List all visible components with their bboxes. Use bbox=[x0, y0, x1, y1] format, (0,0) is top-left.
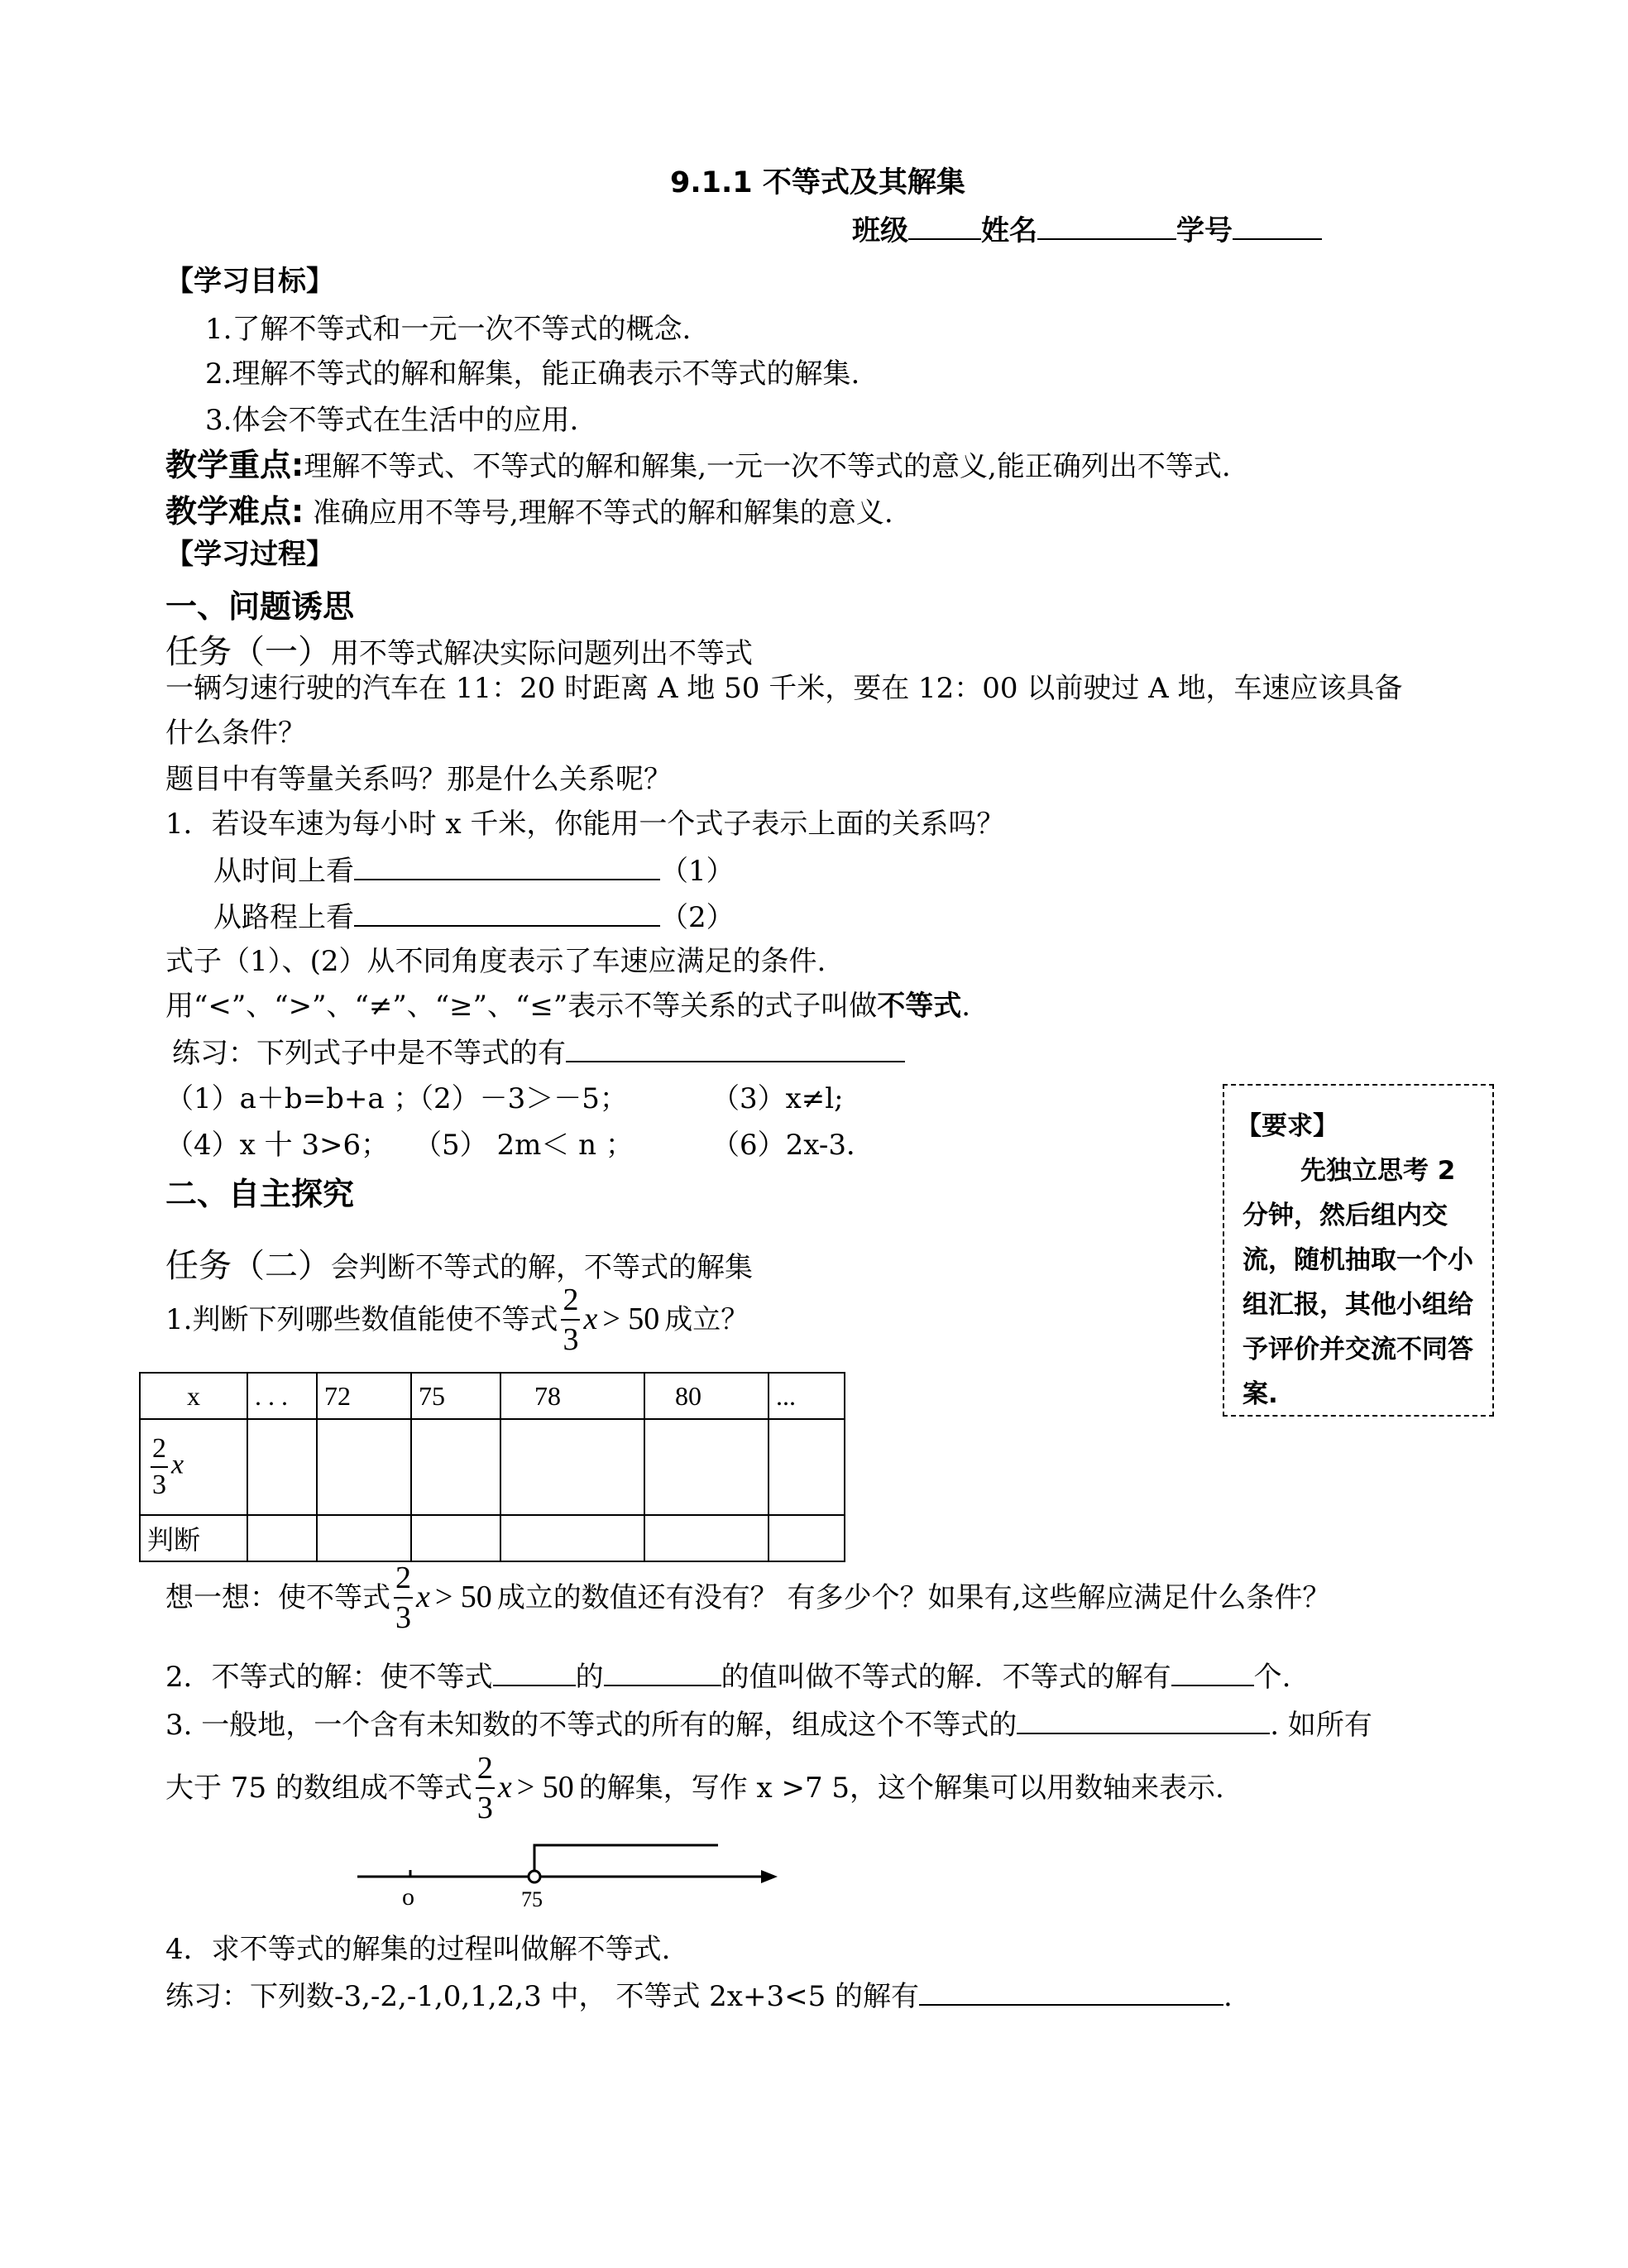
definition-3-line-1 bbox=[165, 1708, 1372, 1743]
open-circle-75 bbox=[529, 1871, 540, 1882]
table-cell[interactable] bbox=[317, 1419, 411, 1515]
time-tag: （1） bbox=[660, 855, 735, 888]
practice-1-item-4: （4）x 十 3>6； bbox=[165, 1129, 390, 1162]
table-cell: 78 bbox=[500, 1373, 644, 1419]
table-cell: . . . bbox=[247, 1373, 317, 1419]
task-1 bbox=[165, 626, 753, 673]
fraction-denominator: 3 bbox=[394, 1597, 413, 1633]
page-title: 9.1.1 不等式及其解集 bbox=[670, 166, 965, 199]
table-cell: 80 bbox=[644, 1373, 769, 1419]
class-label: 班级 bbox=[852, 214, 908, 247]
definition-inequality bbox=[165, 990, 970, 1024]
variable-x: x bbox=[583, 1302, 598, 1337]
definition-term: 不等式 bbox=[877, 990, 962, 1023]
section-1-heading: 一、问题诱思 bbox=[165, 588, 355, 625]
def2-blank-3[interactable] bbox=[1171, 1660, 1254, 1686]
table-cell[interactable] bbox=[411, 1515, 500, 1561]
difficulty-text: 准确应用不等号,理解不等式的解和解集的意义. bbox=[304, 496, 893, 530]
practice-2-end: . bbox=[1223, 1980, 1233, 2013]
judge-question bbox=[165, 1284, 749, 1355]
table-cell: x bbox=[140, 1373, 247, 1419]
key-point-text: 理解不等式、不等式的解和解集,一元一次不等式的意义,能正确列出不等式. bbox=[304, 450, 1231, 483]
task-2-text: 会判断不等式的解，不等式的解集 bbox=[331, 1251, 753, 1284]
class-blank[interactable] bbox=[908, 213, 981, 240]
problem-question: 题目中有等量关系吗？那是什么关系呢？ bbox=[165, 763, 672, 796]
practice-1-blank[interactable] bbox=[566, 1036, 905, 1062]
definition-4: 4．求不等式的解集的过程叫做解不等式. bbox=[165, 1933, 671, 1966]
table-cell: 72 bbox=[317, 1373, 411, 1419]
practice-2-text: 练习：下列数-3,-2,-1,0,1,2,3 中， 不等式 2x+3<5 的解有 bbox=[165, 1980, 920, 2013]
practice-1-item-6: （6）2x-3． bbox=[711, 1129, 874, 1162]
inequality-relation: > 50 bbox=[434, 1580, 492, 1615]
requirement-heading: 【要求】 bbox=[1236, 1111, 1338, 1141]
difficulty bbox=[165, 493, 893, 531]
table-row bbox=[140, 1373, 845, 1419]
task-1-label: 任务（一） bbox=[165, 633, 331, 671]
header-fields bbox=[852, 213, 1322, 248]
table-cell[interactable] bbox=[247, 1419, 317, 1515]
def2-d: 个. bbox=[1253, 1661, 1291, 1694]
goal-2: 2.理解不等式的解和解集，能正确表示不等式的解集. bbox=[205, 357, 860, 391]
fraction-two-thirds bbox=[394, 1562, 413, 1633]
def3-line2-post: 的解集，写作 x >7 5，这个解集可以用数轴来表示. bbox=[578, 1771, 1224, 1805]
fraction-numerator: 2 bbox=[476, 1751, 493, 1786]
fraction-numerator: 2 bbox=[152, 1433, 166, 1464]
problem-line-2: 什么条件？ bbox=[165, 717, 306, 750]
table-cell[interactable] bbox=[769, 1419, 845, 1515]
fraction-two-thirds bbox=[476, 1753, 495, 1824]
def2-blank-2[interactable] bbox=[604, 1660, 721, 1686]
distance-tag: （2） bbox=[660, 901, 735, 934]
task-2-label: 任务（二） bbox=[165, 1247, 331, 1285]
practice-1-item-2: （2）－3＞－5； bbox=[405, 1082, 628, 1115]
def3-line1-end: . 如所有 bbox=[1270, 1709, 1372, 1742]
practice-2 bbox=[165, 1979, 1233, 2014]
section-2-heading: 二、自主探究 bbox=[165, 1176, 355, 1212]
table-cell[interactable] bbox=[411, 1419, 500, 1515]
think-line bbox=[165, 1562, 1330, 1633]
goal-1: 1.了解不等式和一元一次不等式的概念. bbox=[205, 313, 692, 346]
distance-label: 从路程上看 bbox=[213, 901, 354, 934]
task-1-text: 用不等式解决实际问题列出不等式 bbox=[331, 637, 753, 670]
requirement-box bbox=[1223, 1084, 1494, 1417]
table-cell bbox=[140, 1419, 247, 1515]
inequality-relation: > 50 bbox=[602, 1302, 660, 1337]
fraction-two-thirds bbox=[151, 1435, 168, 1499]
requirement-text: 先独立思考 2 分钟，然后组内交流，随机抽取一个小组汇报，其他小组给予评价并交流不同答案. bbox=[1243, 1156, 1473, 1409]
key-point bbox=[165, 447, 1231, 485]
goals-heading: 【学习目标】 bbox=[165, 265, 334, 298]
time-line bbox=[213, 854, 735, 889]
def3-line2-pre: 大于 75 的数组成不等式 bbox=[165, 1771, 472, 1805]
judge-question-pre: 1.判断下列哪些数值能使不等式 bbox=[165, 1302, 558, 1336]
think-pre: 想一想：使不等式 bbox=[165, 1580, 390, 1614]
fraction-denominator: 3 bbox=[151, 1466, 168, 1499]
key-point-label: 教学重点: bbox=[165, 447, 304, 483]
table-cell[interactable] bbox=[317, 1515, 411, 1561]
table-cell[interactable] bbox=[247, 1515, 317, 1561]
distance-blank[interactable] bbox=[354, 900, 660, 927]
distance-line bbox=[213, 900, 735, 935]
definition-3-line-2 bbox=[165, 1753, 1224, 1824]
table-row bbox=[140, 1515, 845, 1561]
explanation: 式子（1）、(2）从不同角度表示了车速应满足的条件. bbox=[165, 945, 826, 978]
goal-3: 3.体会不等式在生活中的应用. bbox=[205, 404, 579, 437]
problem-question-1: 1．若设车速为每小时 x 千米，你能用一个式子表示上面的关系吗？ bbox=[165, 808, 1005, 841]
process-heading: 【学习过程】 bbox=[165, 538, 334, 571]
practice-1 bbox=[172, 1036, 905, 1071]
table-cell[interactable] bbox=[500, 1419, 644, 1515]
judge-question-post: 成立？ bbox=[664, 1302, 749, 1336]
problem-line-1: 一辆匀速行驶的汽车在 11：20 时距离 A 地 50 千米，要在 12：00 以前驶过 A 地，车速应该具备 bbox=[165, 672, 1403, 705]
practice-1-item-5: （5） 2m＜ n ； bbox=[414, 1129, 634, 1162]
def3-line1: 3. 一般地，一个含有未知数的不等式的所有的解，组成这个不等式的 bbox=[165, 1709, 1018, 1742]
id-blank[interactable] bbox=[1233, 213, 1322, 240]
practice-1-item-3: （3）x≠l; bbox=[711, 1082, 844, 1115]
id-label: 学号 bbox=[1176, 214, 1233, 247]
def2-blank-1[interactable] bbox=[493, 1660, 576, 1686]
definition-2 bbox=[165, 1660, 1290, 1695]
fraction-numerator: 2 bbox=[395, 1561, 411, 1595]
definition-text: 用“<”、“>”、“≠”、“≥”、“≤”表示不等关系的式子叫做 bbox=[165, 990, 878, 1023]
definition-end: . bbox=[961, 990, 971, 1023]
inequality-relation: > 50 bbox=[516, 1770, 574, 1805]
fraction-denominator: 3 bbox=[476, 1787, 495, 1824]
task-2 bbox=[165, 1239, 753, 1287]
think-post: 成立的数值还有没有？ 有多少个？如果有,这些解应满足什么条件？ bbox=[496, 1580, 1331, 1614]
def2-c: 的值叫做不等式的解．不等式的解有 bbox=[721, 1661, 1171, 1694]
time-label: 从时间上看 bbox=[213, 855, 354, 888]
fraction-denominator: 3 bbox=[561, 1319, 580, 1355]
practice-1-label: 练习：下列式子中是不等式的有 bbox=[172, 1037, 566, 1070]
table-cell: 判断 bbox=[140, 1515, 247, 1561]
variable-x: x bbox=[171, 1449, 184, 1480]
table-row bbox=[140, 1419, 845, 1515]
variable-x: x bbox=[497, 1770, 512, 1805]
name-label: 姓名 bbox=[981, 214, 1037, 247]
fraction-numerator: 2 bbox=[563, 1283, 579, 1317]
origin-label: o bbox=[402, 1883, 414, 1911]
table-cell[interactable] bbox=[769, 1515, 845, 1561]
time-blank[interactable] bbox=[354, 854, 660, 880]
table-cell: ... bbox=[769, 1373, 845, 1419]
solution-set-bracket bbox=[534, 1845, 718, 1871]
table-cell: 75 bbox=[411, 1373, 500, 1419]
def2-a: 2．不等式的解：使不等式 bbox=[165, 1661, 493, 1694]
fraction-two-thirds bbox=[561, 1284, 580, 1355]
number-line bbox=[347, 1837, 794, 1911]
values-table bbox=[139, 1372, 845, 1562]
table-cell[interactable] bbox=[644, 1515, 769, 1561]
variable-x: x bbox=[416, 1580, 430, 1615]
difficulty-label: 教学难点: bbox=[165, 493, 304, 530]
number-line-arrow-icon bbox=[761, 1870, 778, 1883]
def2-b: 的 bbox=[575, 1661, 604, 1694]
def3-blank[interactable] bbox=[1017, 1708, 1270, 1734]
table-cell[interactable] bbox=[644, 1419, 769, 1515]
point-label-75: 75 bbox=[521, 1887, 543, 1911]
practice-1-item-1: （1）a＋b=b+a ； bbox=[165, 1082, 422, 1115]
name-blank[interactable] bbox=[1037, 213, 1176, 240]
practice-2-blank[interactable] bbox=[919, 1979, 1223, 2006]
table-cell[interactable] bbox=[500, 1515, 644, 1561]
